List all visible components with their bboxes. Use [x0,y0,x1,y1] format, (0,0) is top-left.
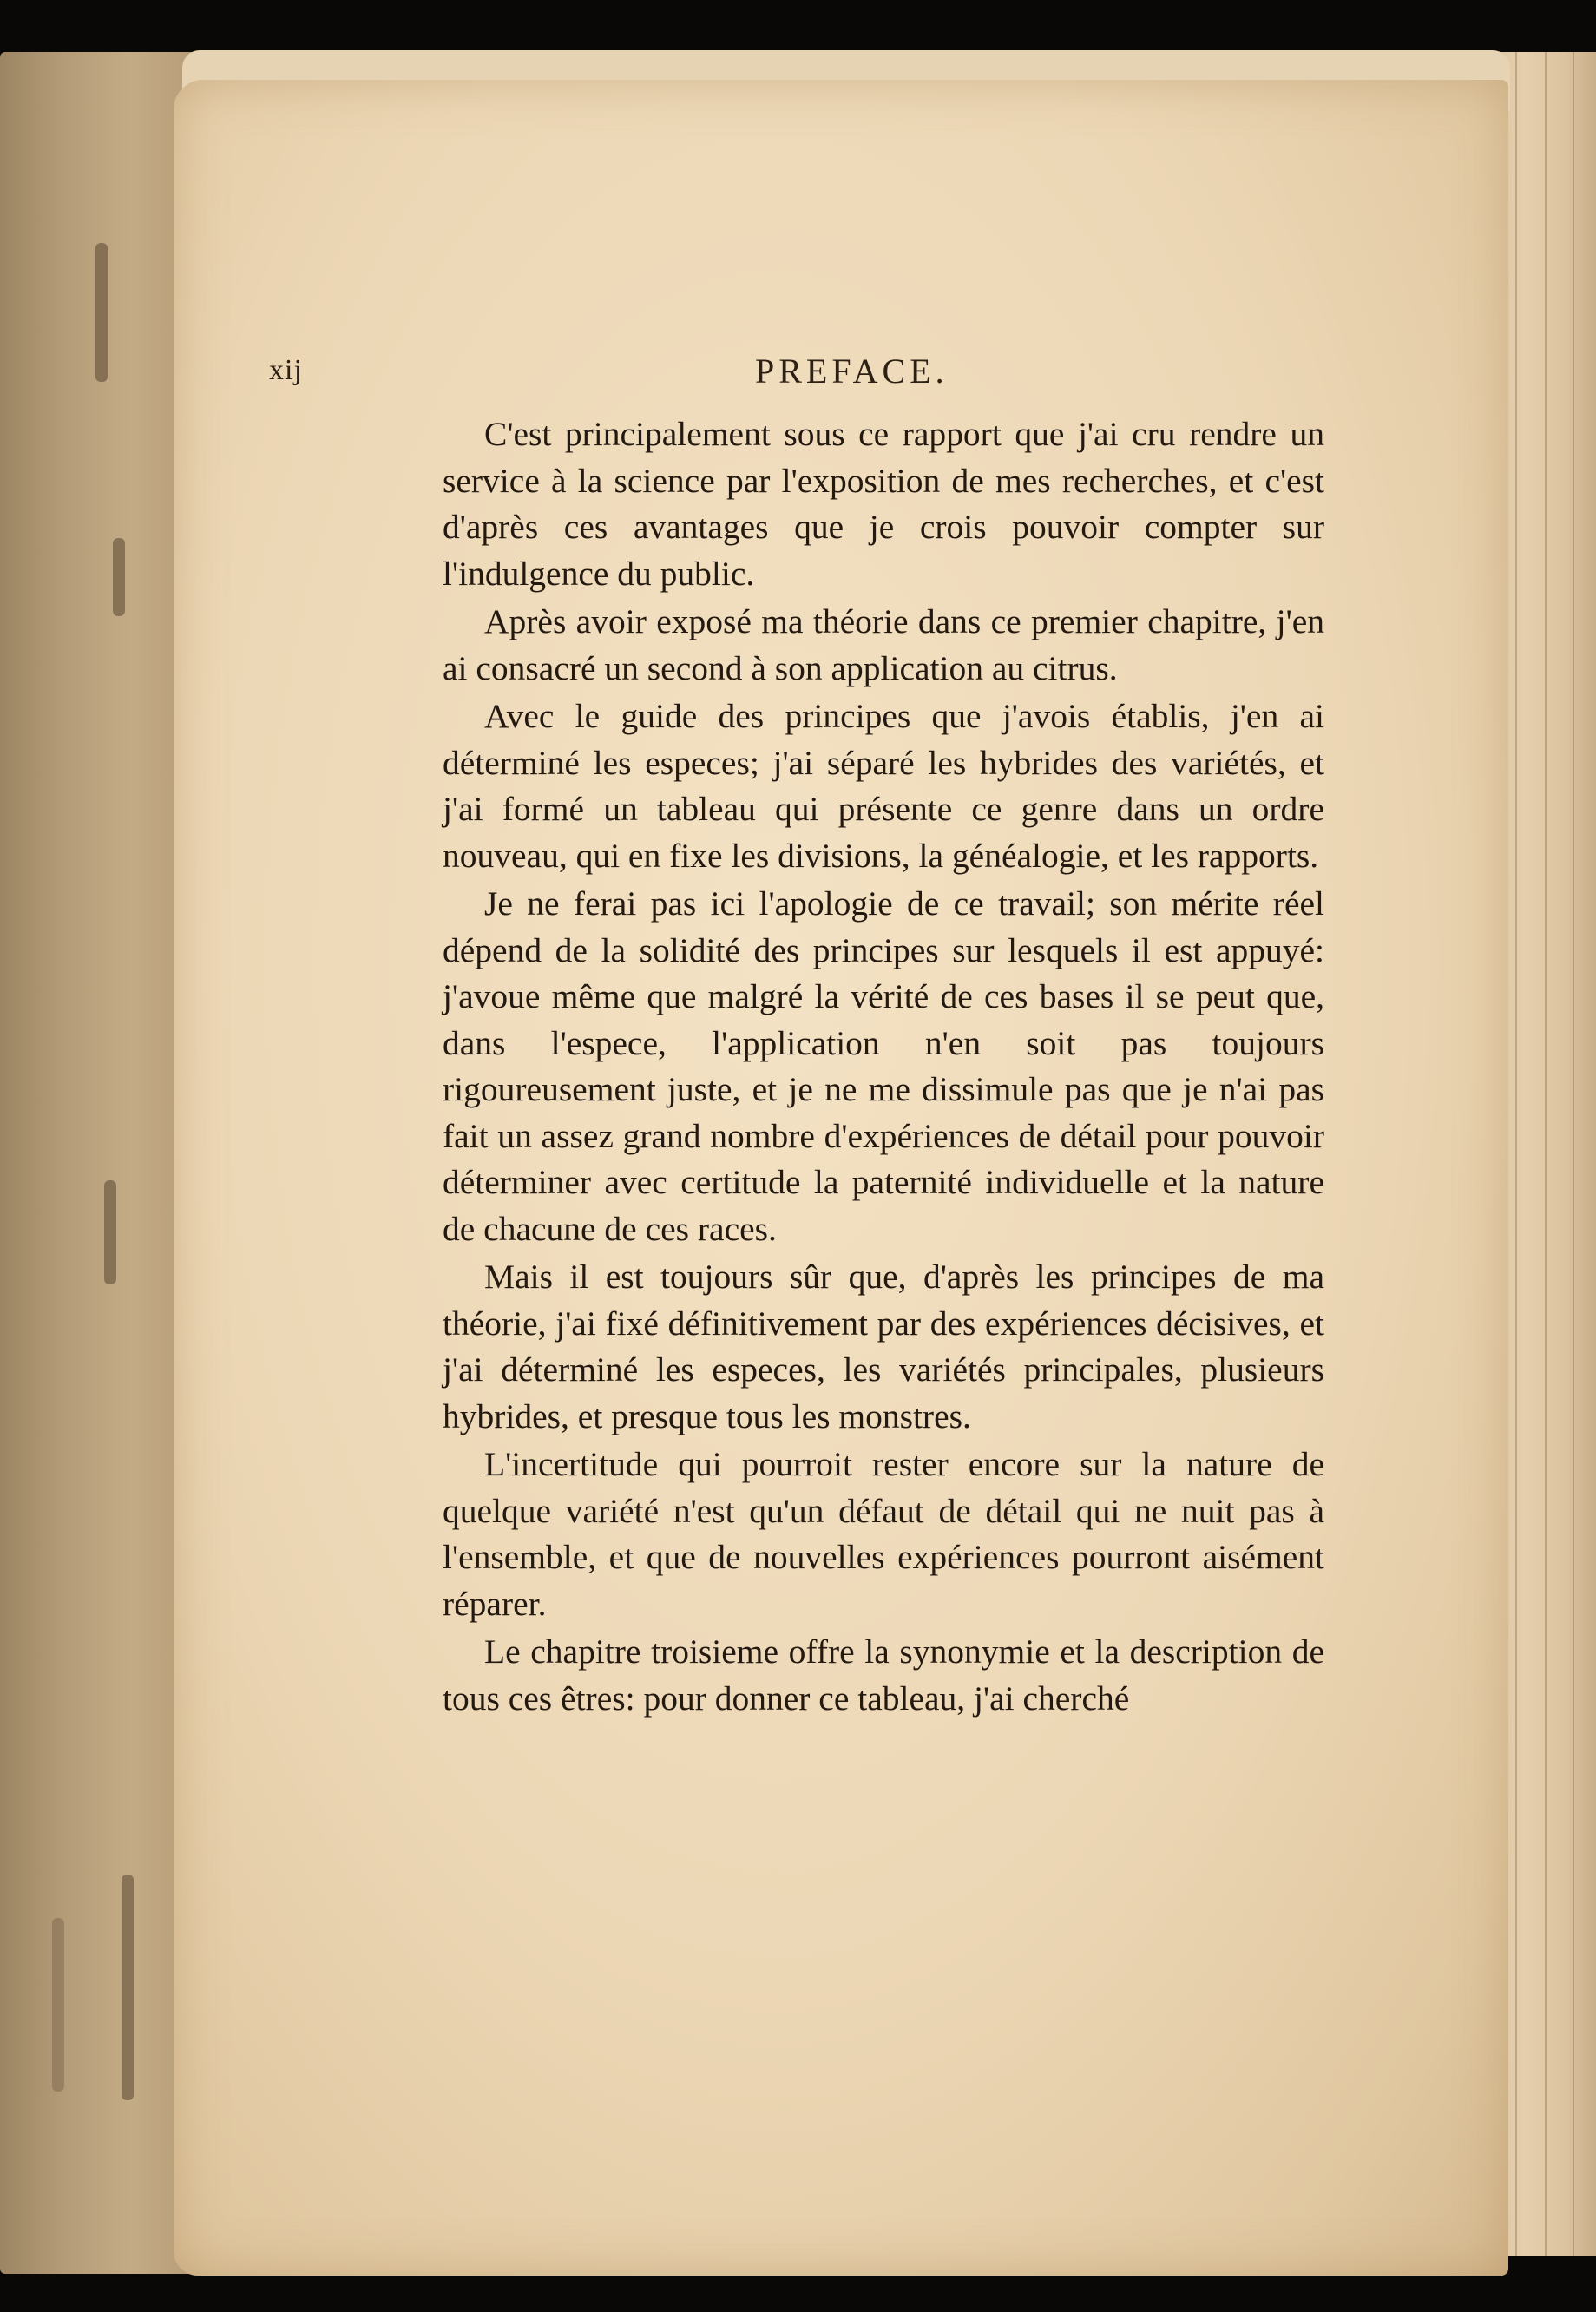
binding-stain [95,243,108,382]
page-number: xij [269,354,303,386]
paragraph: C'est principalement sous ce rapport que j'ai cru rendre un service à la science par l'exposition de mes recherches, et c'est d'après ces avantages que je crois pouvoir compter sur l'indulgence du public. [443,415,1324,593]
binding-stain [104,1180,116,1284]
running-head: PREFACE. [755,351,949,391]
paragraph: L'incertitude qui pourroit rester encore sur la nature de quelque variété n'est qu'un défaut de détail qui ne nuit pas à l'ensemble, et que de nouvelles expériences pourront aisément réparer. [443,1445,1324,1623]
paragraph: Après avoir exposé ma théorie dans ce premier chapitre, j'en ai consacré un second à son application au citrus. [443,602,1324,687]
paragraph: Je ne ferai pas ici l'apologie de ce travail; son mérite réel dépend de la solidité des principes sur lesquels il est appuyé: j'avoue même que malgré la vérité de ces bases il se peut que, dans l'espece, l'application n'en soit pas toujours rigoureusement juste, et je ne me dissimule pas que je n'ai pas fait un assez grand nombre d'expériences de détail pour pouvoir déterminer avec certitude la paternité individuelle et la nature de chacune de ces races. [443,884,1324,1248]
binding-stain [52,1918,64,2092]
paragraph: Mais il est toujours sûr que, d'après les principes de ma théorie, j'ai fixé définitivement par des expériences décisives, et j'ai déterminé les especes, les variétés principales, plusieurs hybrides, et presque tous les monstres. [443,1258,1324,1435]
paragraph: Avec le guide des principes que j'avois établis, j'en ai déterminé les especes; j'ai séparé les hybrides des variétés, et j'ai formé un tableau qui présente ce genre dans un ordre nouveau, qui en fixe les divisions, la généalogie, et les rapports. [443,697,1324,875]
binding-stain [122,1875,134,2100]
paragraph: Le chapitre troisieme offre la synonymie et la description de tous ces êtres: pour donner ce tableau, j'ai cherché [443,1632,1324,1718]
binding-stain [113,538,125,616]
page-body [443,411,1324,1722]
page-header [269,351,1328,406]
